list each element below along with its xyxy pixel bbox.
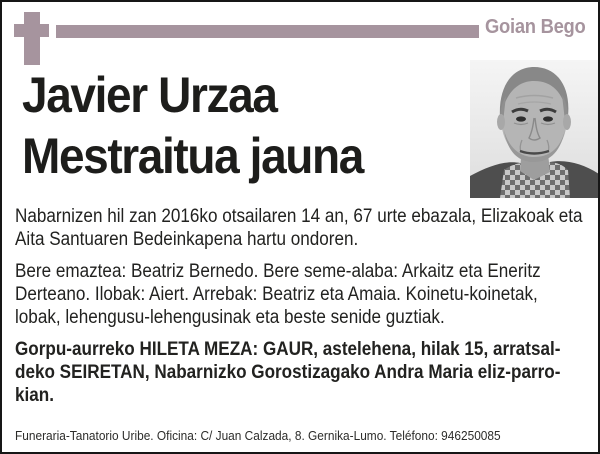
page-title [22, 65, 363, 187]
deceased-name-line1: Javier Urzaa [22, 67, 277, 123]
paragraph-line: Gorpu-aurreko HILETA MEZA: GAUR, astelehena, hilak 15, arratsal- [15, 339, 561, 360]
paragraph [15, 338, 595, 407]
memorial-phrase: Goian Bego [485, 16, 586, 38]
paragraph-line: Bere emaztea: Beatriz Bernedo. Bere seme-alaba: Arkaitz eta Eneritz [15, 261, 541, 282]
header-rule [56, 25, 479, 38]
paragraph-line: deko SEIRETAN, Nabarnizko Gorostizagako Andra Maria eliz-parro- [15, 362, 561, 383]
paragraph-line: Derteano. Ilobak: Aiert. Arrebak: Beatriz eta Amaia. Koinetu-koinetak, [15, 284, 538, 305]
paragraph [15, 205, 595, 251]
deceased-name-line2: Mestraitua jauna [22, 128, 363, 184]
paragraph-line: lobak, lehengusu-lehengusinak eta beste senide guztiak. [15, 307, 445, 328]
paragraph-line: Aita Santuaren Bedeinkapena hartu ondoren. [15, 229, 359, 250]
body-paragraphs [15, 205, 595, 416]
paragraph-line: Nabarnizen hil zan 2016ko otsailaren 14 an, 67 urte ebazala, Elizakoak eta [15, 206, 583, 227]
paragraph-line: kian. [15, 385, 54, 406]
portrait-photo [470, 60, 599, 198]
funeral-home-info: Funeraria-Tanatorio Uribe. Oficina: C/ Juan Calzada, 8. Gernika-Lumo. Teléfono: 946250085 [15, 429, 501, 443]
paragraph [15, 260, 595, 329]
latin-cross-icon [14, 12, 50, 71]
